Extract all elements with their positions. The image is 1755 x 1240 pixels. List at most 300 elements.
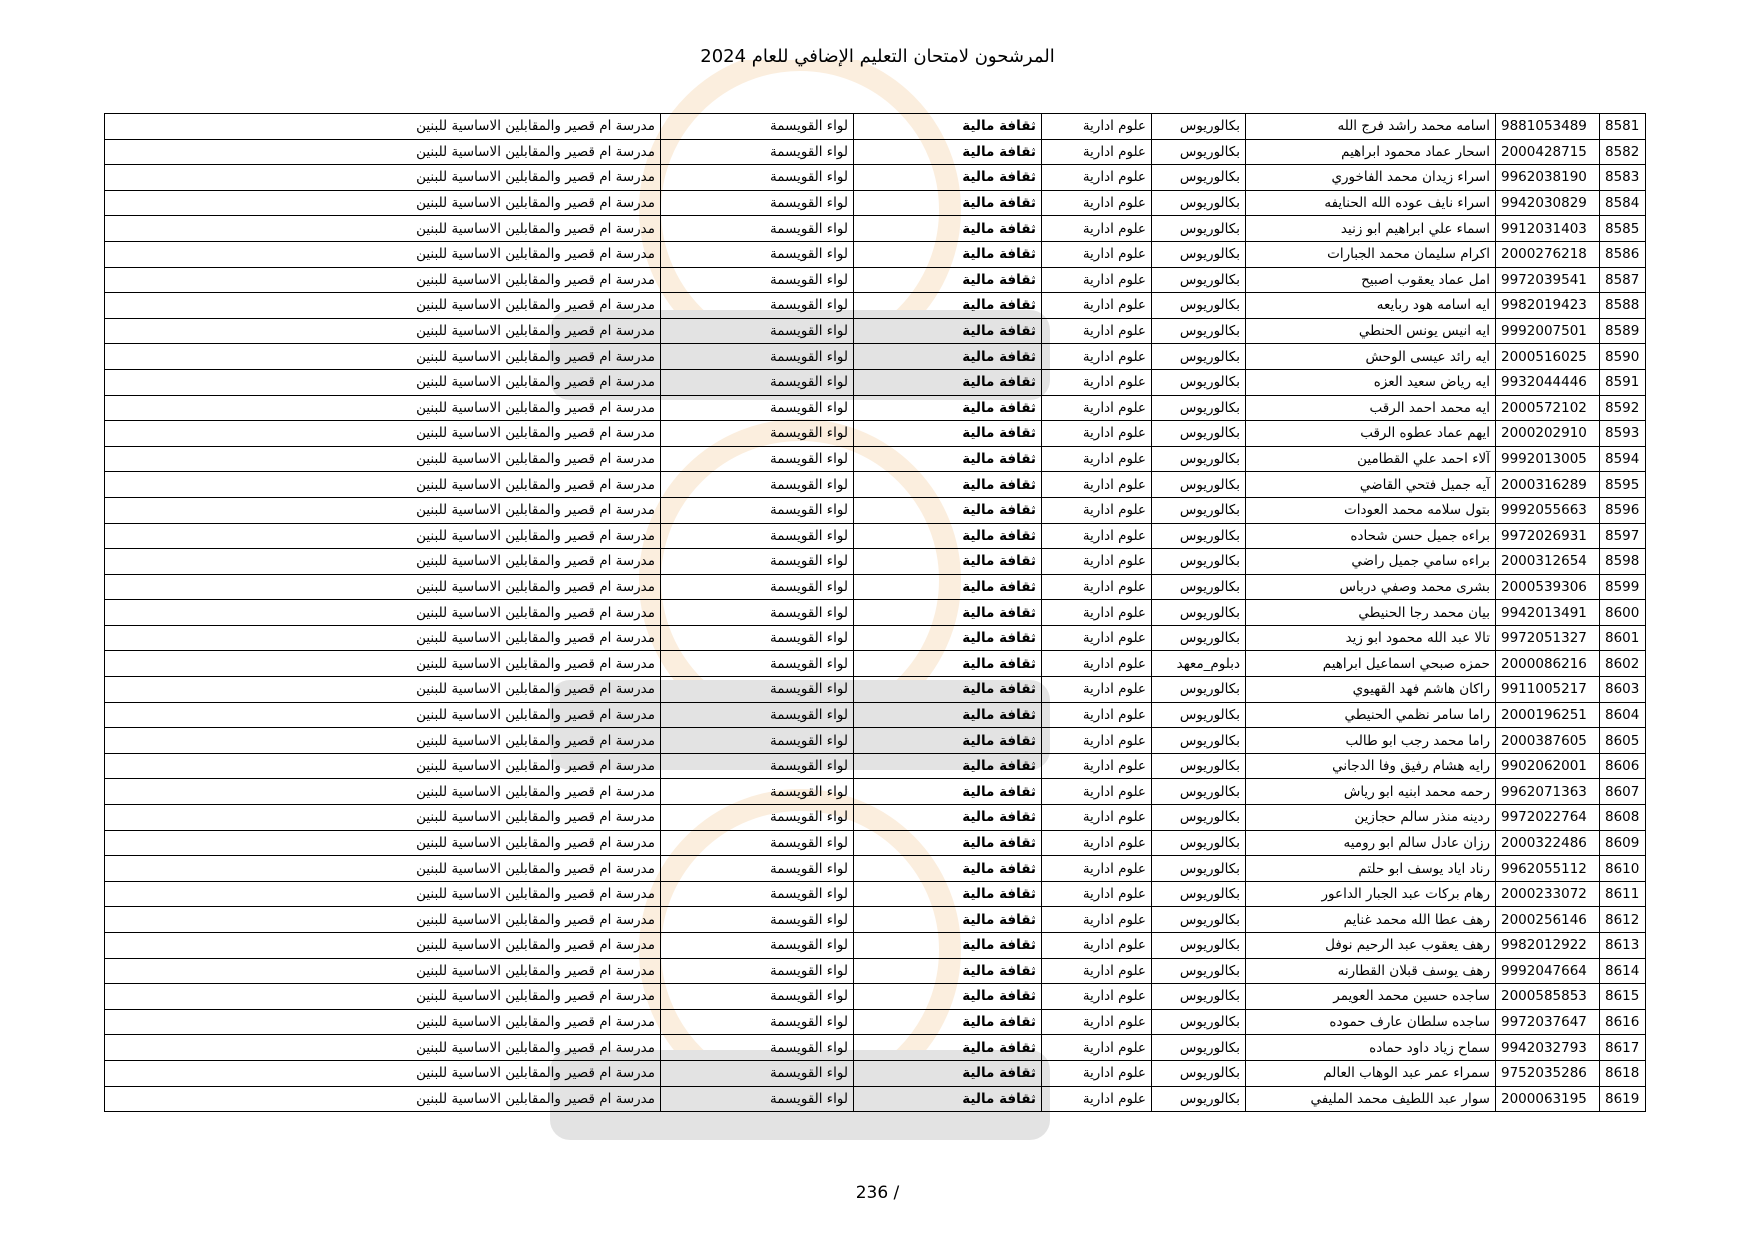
national-id-cell: 9752035286 [1496,1060,1600,1086]
specialization-cell: علوم ادارية [1042,523,1152,549]
specialization-cell: علوم ادارية [1042,421,1152,447]
table-row [105,753,1646,779]
specialization-cell: علوم ادارية [1042,702,1152,728]
school-name-cell: مدرسة ام قصير والمقابلين الاساسية للبنين [105,369,661,395]
row-number-cell: 8581 [1600,114,1646,140]
candidate-name-cell: آلاء احمد علي القطامين [1246,446,1496,472]
directorate-cell: لواء القويسمة [661,114,854,140]
national-id-cell: 2000322486 [1496,830,1600,856]
directorate-cell: لواء القويسمة [661,958,854,984]
table-row [105,574,1646,600]
table-row [105,958,1646,984]
specialization-cell: علوم ادارية [1042,830,1152,856]
national-id-cell: 2000086216 [1496,651,1600,677]
school-name-cell: مدرسة ام قصير والمقابلين الاساسية للبنين [105,600,661,626]
degree-cell: بكالوريوس [1152,728,1246,754]
table-row [105,369,1646,395]
directorate-cell: لواء القويسمة [661,241,854,267]
directorate-cell: لواء القويسمة [661,600,854,626]
school-name-cell: مدرسة ام قصير والمقابلين الاساسية للبنين [105,856,661,882]
directorate-cell: لواء القويسمة [661,497,854,523]
candidates-table [104,113,1646,1112]
candidate-name-cell: سوار عبد اللطيف محمد المليفي [1246,1086,1496,1112]
exam-subject-cell: ثقافة مالية [854,625,1042,651]
exam-subject-cell: ثقافة مالية [854,830,1042,856]
candidate-name-cell: رناد اياد يوسف ابو حلتم [1246,856,1496,882]
national-id-cell: 9911005217 [1496,677,1600,703]
degree-cell: بكالوريوس [1152,395,1246,421]
exam-subject-cell: ثقافة مالية [854,318,1042,344]
specialization-cell: علوم ادارية [1042,856,1152,882]
school-name-cell: مدرسة ام قصير والمقابلين الاساسية للبنين [105,318,661,344]
degree-cell: بكالوريوس [1152,1009,1246,1035]
specialization-cell: علوم ادارية [1042,805,1152,831]
exam-subject-cell: ثقافة مالية [854,523,1042,549]
exam-subject-cell: ثقافة مالية [854,344,1042,370]
table-row [105,241,1646,267]
exam-subject-cell: ثقافة مالية [854,856,1042,882]
candidate-name-cell: رهف يوسف قبلان القطارنه [1246,958,1496,984]
directorate-cell: لواء القويسمة [661,369,854,395]
national-id-cell: 2000316289 [1496,472,1600,498]
specialization-cell: علوم ادارية [1042,241,1152,267]
national-id-cell: 2000256146 [1496,907,1600,933]
specialization-cell: علوم ادارية [1042,190,1152,216]
table-row [105,907,1646,933]
row-number-cell: 8582 [1600,139,1646,165]
national-id-cell: 9992055663 [1496,497,1600,523]
table-row [105,933,1646,959]
degree-cell: بكالوريوس [1152,523,1246,549]
school-name-cell: مدرسة ام قصير والمقابلين الاساسية للبنين [105,574,661,600]
national-id-cell: 9962055112 [1496,856,1600,882]
exam-subject-cell: ثقافة مالية [854,1035,1042,1061]
exam-subject-cell: ثقافة مالية [854,651,1042,677]
row-number-cell: 8592 [1600,395,1646,421]
exam-subject-cell: ثقافة مالية [854,216,1042,242]
exam-subject-cell: ثقافة مالية [854,165,1042,191]
exam-subject-cell: ثقافة مالية [854,907,1042,933]
degree-cell: بكالوريوس [1152,114,1246,140]
school-name-cell: مدرسة ام قصير والمقابلين الاساسية للبنين [105,139,661,165]
specialization-cell: علوم ادارية [1042,984,1152,1010]
table-row [105,600,1646,626]
specialization-cell: علوم ادارية [1042,625,1152,651]
degree-cell: بكالوريوس [1152,856,1246,882]
table-row [105,1060,1646,1086]
table-row [105,165,1646,191]
specialization-cell: علوم ادارية [1042,369,1152,395]
exam-subject-cell: ثقافة مالية [854,881,1042,907]
school-name-cell: مدرسة ام قصير والمقابلين الاساسية للبنين [105,984,661,1010]
degree-cell: بكالوريوس [1152,984,1246,1010]
specialization-cell: علوم ادارية [1042,472,1152,498]
school-name-cell: مدرسة ام قصير والمقابلين الاساسية للبنين [105,1086,661,1112]
specialization-cell: علوم ادارية [1042,1086,1152,1112]
school-name-cell: مدرسة ام قصير والمقابلين الاساسية للبنين [105,1009,661,1035]
degree-cell: بكالوريوس [1152,1086,1246,1112]
exam-subject-cell: ثقافة مالية [854,395,1042,421]
exam-subject-cell: ثقافة مالية [854,677,1042,703]
candidate-name-cell: رزان عادل سالم ابو روميه [1246,830,1496,856]
table-row [105,523,1646,549]
specialization-cell: علوم ادارية [1042,216,1152,242]
national-id-cell: 9982019423 [1496,293,1600,319]
specialization-cell: علوم ادارية [1042,549,1152,575]
exam-subject-cell: ثقافة مالية [854,702,1042,728]
table-row [105,779,1646,805]
directorate-cell: لواء القويسمة [661,881,854,907]
candidate-name-cell: بتول سلامه محمد العودات [1246,497,1496,523]
row-number-cell: 8609 [1600,830,1646,856]
candidate-name-cell: اسماء علي ابراهيم ابو زنيد [1246,216,1496,242]
national-id-cell: 9982012922 [1496,933,1600,959]
degree-cell: بكالوريوس [1152,677,1246,703]
row-number-cell: 8619 [1600,1086,1646,1112]
directorate-cell: لواء القويسمة [661,344,854,370]
exam-subject-cell: ثقافة مالية [854,933,1042,959]
national-id-cell: 2000063195 [1496,1086,1600,1112]
directorate-cell: لواء القويسمة [661,933,854,959]
degree-cell: بكالوريوس [1152,318,1246,344]
directorate-cell: لواء القويسمة [661,907,854,933]
school-name-cell: مدرسة ام قصير والمقابلين الاساسية للبنين [105,1035,661,1061]
candidate-name-cell: رهف يعقوب عبد الرحيم نوفل [1246,933,1496,959]
degree-cell: بكالوريوس [1152,753,1246,779]
directorate-cell: لواء القويسمة [661,190,854,216]
table-row [105,1035,1646,1061]
directorate-cell: لواء القويسمة [661,728,854,754]
specialization-cell: علوم ادارية [1042,958,1152,984]
national-id-cell: 9932044446 [1496,369,1600,395]
table-row [105,651,1646,677]
candidate-name-cell: راكان هاشم فهد القهيوي [1246,677,1496,703]
candidate-name-cell: رايه هشام رفيق وفا الدجاني [1246,753,1496,779]
exam-subject-cell: ثقافة مالية [854,446,1042,472]
specialization-cell: علوم ادارية [1042,728,1152,754]
table-row [105,625,1646,651]
directorate-cell: لواء القويسمة [661,472,854,498]
specialization-cell: علوم ادارية [1042,139,1152,165]
degree-cell: بكالوريوس [1152,165,1246,191]
degree-cell: بكالوريوس [1152,267,1246,293]
specialization-cell: علوم ادارية [1042,677,1152,703]
national-id-cell: 2000572102 [1496,395,1600,421]
table-row [105,984,1646,1010]
candidate-name-cell: ايه رياض سعيد العزه [1246,369,1496,395]
candidate-name-cell: اسراء زيدان محمد الفاخوري [1246,165,1496,191]
school-name-cell: مدرسة ام قصير والمقابلين الاساسية للبنين [105,395,661,421]
directorate-cell: لواء القويسمة [661,651,854,677]
row-number-cell: 8597 [1600,523,1646,549]
degree-cell: بكالوريوس [1152,1035,1246,1061]
row-number-cell: 8604 [1600,702,1646,728]
directorate-cell: لواء القويسمة [661,856,854,882]
exam-subject-cell: ثقافة مالية [854,984,1042,1010]
national-id-cell: 9881053489 [1496,114,1600,140]
table-row [105,1009,1646,1035]
exam-subject-cell: ثقافة مالية [854,472,1042,498]
candidate-name-cell: اسامه محمد راشد فرج الله [1246,114,1496,140]
national-id-cell: 2000387605 [1496,728,1600,754]
national-id-cell: 9972022764 [1496,805,1600,831]
row-number-cell: 8618 [1600,1060,1646,1086]
school-name-cell: مدرسة ام قصير والمقابلين الاساسية للبنين [105,344,661,370]
row-number-cell: 8598 [1600,549,1646,575]
table-row [105,114,1646,140]
table-row [105,472,1646,498]
directorate-cell: لواء القويسمة [661,1060,854,1086]
row-number-cell: 8614 [1600,958,1646,984]
row-number-cell: 8615 [1600,984,1646,1010]
degree-cell: بكالوريوس [1152,600,1246,626]
row-number-cell: 8606 [1600,753,1646,779]
school-name-cell: مدرسة ام قصير والمقابلين الاساسية للبنين [105,241,661,267]
exam-subject-cell: ثقافة مالية [854,753,1042,779]
degree-cell: بكالوريوس [1152,933,1246,959]
national-id-cell: 2000585853 [1496,984,1600,1010]
directorate-cell: لواء القويسمة [661,395,854,421]
table-row [105,395,1646,421]
specialization-cell: علوم ادارية [1042,165,1152,191]
directorate-cell: لواء القويسمة [661,139,854,165]
directorate-cell: لواء القويسمة [661,165,854,191]
table-row [105,728,1646,754]
directorate-cell: لواء القويسمة [661,267,854,293]
row-number-cell: 8589 [1600,318,1646,344]
degree-cell: بكالوريوس [1152,805,1246,831]
specialization-cell: علوم ادارية [1042,1060,1152,1086]
candidate-name-cell: رهف عطا الله محمد غنايم [1246,907,1496,933]
national-id-cell: 2000539306 [1496,574,1600,600]
row-number-cell: 8583 [1600,165,1646,191]
row-number-cell: 8610 [1600,856,1646,882]
row-number-cell: 8607 [1600,779,1646,805]
national-id-cell: 9942030829 [1496,190,1600,216]
directorate-cell: لواء القويسمة [661,523,854,549]
school-name-cell: مدرسة ام قصير والمقابلين الاساسية للبنين [105,779,661,805]
exam-subject-cell: ثقافة مالية [854,600,1042,626]
row-number-cell: 8594 [1600,446,1646,472]
row-number-cell: 8585 [1600,216,1646,242]
directorate-cell: لواء القويسمة [661,702,854,728]
degree-cell: بكالوريوس [1152,497,1246,523]
directorate-cell: لواء القويسمة [661,805,854,831]
row-number-cell: 8591 [1600,369,1646,395]
directorate-cell: لواء القويسمة [661,984,854,1010]
exam-subject-cell: ثقافة مالية [854,369,1042,395]
table-row [105,190,1646,216]
national-id-cell: 2000233072 [1496,881,1600,907]
candidate-name-cell: اكرام سليمان محمد الجبارات [1246,241,1496,267]
national-id-cell: 2000312654 [1496,549,1600,575]
row-number-cell: 8605 [1600,728,1646,754]
directorate-cell: لواء القويسمة [661,677,854,703]
national-id-cell: 2000276218 [1496,241,1600,267]
row-number-cell: 8608 [1600,805,1646,831]
degree-cell: بكالوريوس [1152,190,1246,216]
directorate-cell: لواء القويسمة [661,1035,854,1061]
table-row [105,139,1646,165]
school-name-cell: مدرسة ام قصير والمقابلين الاساسية للبنين [105,677,661,703]
degree-cell: بكالوريوس [1152,293,1246,319]
table-row [105,549,1646,575]
directorate-cell: لواء القويسمة [661,216,854,242]
specialization-cell: علوم ادارية [1042,574,1152,600]
national-id-cell: 9942013491 [1496,600,1600,626]
specialization-cell: علوم ادارية [1042,395,1152,421]
degree-cell: بكالوريوس [1152,472,1246,498]
specialization-cell: علوم ادارية [1042,446,1152,472]
national-id-cell: 9992013005 [1496,446,1600,472]
row-number-cell: 8595 [1600,472,1646,498]
candidate-name-cell: ايه رائد عيسى الوحش [1246,344,1496,370]
candidate-name-cell: ساجده سلطان عارف حموده [1246,1009,1496,1035]
row-number-cell: 8616 [1600,1009,1646,1035]
row-number-cell: 8617 [1600,1035,1646,1061]
degree-cell: بكالوريوس [1152,779,1246,805]
candidate-name-cell: آيه جميل فتحي القاضي [1246,472,1496,498]
directorate-cell: لواء القويسمة [661,446,854,472]
page-number: 236 / [855,1183,900,1203]
degree-cell: بكالوريوس [1152,1060,1246,1086]
table-row [105,830,1646,856]
specialization-cell: علوم ادارية [1042,651,1152,677]
row-number-cell: 8596 [1600,497,1646,523]
school-name-cell: مدرسة ام قصير والمقابلين الاساسية للبنين [105,1060,661,1086]
specialization-cell: علوم ادارية [1042,779,1152,805]
candidate-name-cell: راما محمد رجب ابو طالب [1246,728,1496,754]
exam-subject-cell: ثقافة مالية [854,779,1042,805]
school-name-cell: مدرسة ام قصير والمقابلين الاساسية للبنين [105,881,661,907]
school-name-cell: مدرسة ام قصير والمقابلين الاساسية للبنين [105,497,661,523]
row-number-cell: 8584 [1600,190,1646,216]
national-id-cell: 9972037647 [1496,1009,1600,1035]
candidate-name-cell: راما سامر نظمي الحنيطي [1246,702,1496,728]
candidate-name-cell: رحمه محمد ابنيه ابو رياش [1246,779,1496,805]
directorate-cell: لواء القويسمة [661,293,854,319]
candidate-name-cell: بشرى محمد وصفي درباس [1246,574,1496,600]
candidate-name-cell: ساجده حسين محمد العويمر [1246,984,1496,1010]
directorate-cell: لواء القويسمة [661,625,854,651]
specialization-cell: علوم ادارية [1042,1009,1152,1035]
exam-subject-cell: ثقافة مالية [854,805,1042,831]
degree-cell: بكالوريوس [1152,369,1246,395]
exam-subject-cell: ثقافة مالية [854,139,1042,165]
exam-subject-cell: ثقافة مالية [854,549,1042,575]
specialization-cell: علوم ادارية [1042,600,1152,626]
exam-subject-cell: ثقافة مالية [854,728,1042,754]
school-name-cell: مدرسة ام قصير والمقابلين الاساسية للبنين [105,549,661,575]
table-row [105,881,1646,907]
school-name-cell: مدرسة ام قصير والمقابلين الاساسية للبنين [105,216,661,242]
row-number-cell: 8601 [1600,625,1646,651]
candidate-name-cell: رهام بركات عبد الجبار الداعور [1246,881,1496,907]
school-name-cell: مدرسة ام قصير والمقابلين الاساسية للبنين [105,625,661,651]
specialization-cell: علوم ادارية [1042,293,1152,319]
candidate-name-cell: سماح زياد داود حماده [1246,1035,1496,1061]
degree-cell: بكالوريوس [1152,881,1246,907]
degree-cell: بكالوريوس [1152,958,1246,984]
specialization-cell: علوم ادارية [1042,1035,1152,1061]
national-id-cell: 2000516025 [1496,344,1600,370]
table-row [105,293,1646,319]
table-row [105,216,1646,242]
specialization-cell: علوم ادارية [1042,753,1152,779]
candidate-name-cell: اسراء نايف عوده الله الحنايفه [1246,190,1496,216]
page-title: المرشحون لامتحان التعليم الإضافي للعام 2024 [700,46,1055,67]
national-id-cell: 2000428715 [1496,139,1600,165]
exam-subject-cell: ثقافة مالية [854,267,1042,293]
degree-cell: بكالوريوس [1152,216,1246,242]
national-id-cell: 2000202910 [1496,421,1600,447]
national-id-cell: 9972026931 [1496,523,1600,549]
school-name-cell: مدرسة ام قصير والمقابلين الاساسية للبنين [105,293,661,319]
row-number-cell: 8588 [1600,293,1646,319]
directorate-cell: لواء القويسمة [661,1086,854,1112]
candidate-name-cell: حمزه صبحي اسماعيل ابراهيم [1246,651,1496,677]
national-id-cell: 9962071363 [1496,779,1600,805]
table-row [105,446,1646,472]
row-number-cell: 8613 [1600,933,1646,959]
school-name-cell: مدرسة ام قصير والمقابلين الاساسية للبنين [105,651,661,677]
school-name-cell: مدرسة ام قصير والمقابلين الاساسية للبنين [105,805,661,831]
directorate-cell: لواء القويسمة [661,1009,854,1035]
degree-cell: بكالوريوس [1152,625,1246,651]
exam-subject-cell: ثقافة مالية [854,293,1042,319]
school-name-cell: مدرسة ام قصير والمقابلين الاساسية للبنين [105,753,661,779]
school-name-cell: مدرسة ام قصير والمقابلين الاساسية للبنين [105,190,661,216]
school-name-cell: مدرسة ام قصير والمقابلين الاساسية للبنين [105,446,661,472]
directorate-cell: لواء القويسمة [661,549,854,575]
row-number-cell: 8599 [1600,574,1646,600]
specialization-cell: علوم ادارية [1042,907,1152,933]
candidate-name-cell: ايهم عماد عطوه الرقب [1246,421,1496,447]
national-id-cell: 2000196251 [1496,702,1600,728]
exam-subject-cell: ثقافة مالية [854,421,1042,447]
school-name-cell: مدرسة ام قصير والمقابلين الاساسية للبنين [105,958,661,984]
directorate-cell: لواء القويسمة [661,421,854,447]
row-number-cell: 8612 [1600,907,1646,933]
row-number-cell: 8590 [1600,344,1646,370]
degree-cell: بكالوريوس [1152,421,1246,447]
directorate-cell: لواء القويسمة [661,830,854,856]
school-name-cell: مدرسة ام قصير والمقابلين الاساسية للبنين [105,421,661,447]
table-row [105,497,1646,523]
exam-subject-cell: ثقافة مالية [854,1086,1042,1112]
directorate-cell: لواء القويسمة [661,574,854,600]
candidate-name-cell: ايه انيس يونس الحنطي [1246,318,1496,344]
row-number-cell: 8602 [1600,651,1646,677]
school-name-cell: مدرسة ام قصير والمقابلين الاساسية للبنين [105,165,661,191]
specialization-cell: علوم ادارية [1042,267,1152,293]
table-row [105,344,1646,370]
national-id-cell: 9912031403 [1496,216,1600,242]
exam-subject-cell: ثقافة مالية [854,958,1042,984]
specialization-cell: علوم ادارية [1042,344,1152,370]
exam-subject-cell: ثقافة مالية [854,574,1042,600]
specialization-cell: علوم ادارية [1042,497,1152,523]
exam-subject-cell: ثقافة مالية [854,114,1042,140]
candidate-name-cell: بيان محمد رجا الحنيطي [1246,600,1496,626]
table-row [105,702,1646,728]
national-id-cell: 9972051327 [1496,625,1600,651]
candidate-name-cell: ردينه منذر سالم حجازين [1246,805,1496,831]
directorate-cell: لواء القويسمة [661,753,854,779]
degree-cell: بكالوريوس [1152,344,1246,370]
exam-subject-cell: ثقافة مالية [854,190,1042,216]
row-number-cell: 8587 [1600,267,1646,293]
